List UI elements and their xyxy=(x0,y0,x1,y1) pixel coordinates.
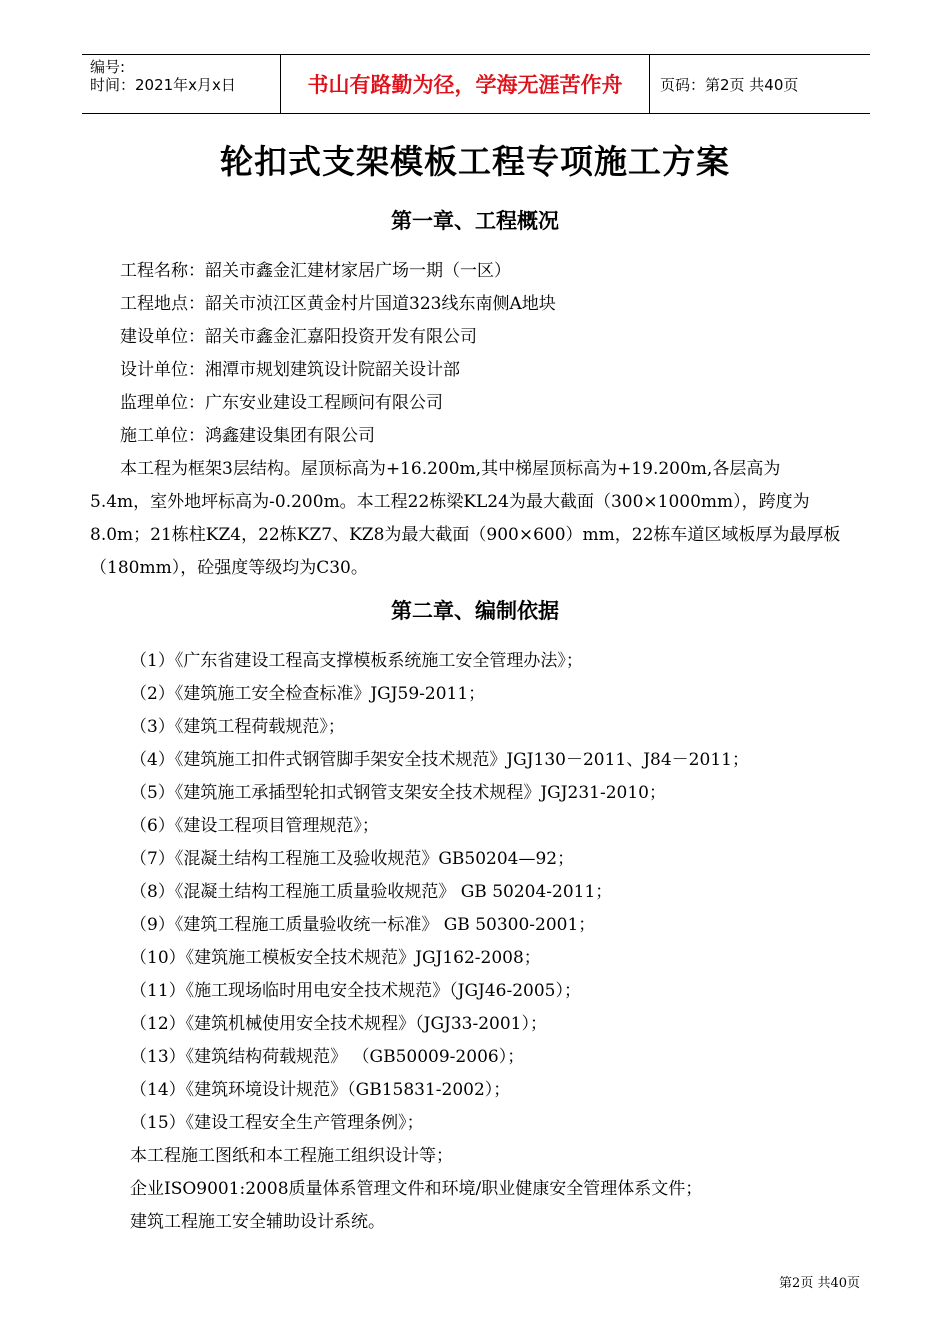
number-label: 编号: xyxy=(90,58,126,76)
basis-item-11: （11）《施工现场临时用电安全技术规范》（JGJ46-2005）； xyxy=(130,981,581,1001)
chapter2-heading: 第二章、编制依据 xyxy=(391,599,559,623)
header-page-info: 页码：第2页 共40页 xyxy=(660,75,799,94)
page-footer: 第2页 共40页 xyxy=(779,1276,860,1291)
basis-item-5: （5）《建筑施工承插型轮扣式钢管支架安全技术规程》JGJ231-2010； xyxy=(130,783,666,803)
basis-extra-2: 企业ISO9001:2008质量体系管理文件和环境/职业健康安全管理体系文件； xyxy=(130,1179,703,1199)
supervisor-field: 监理单位：广东安业建设工程顾问有限公司 xyxy=(120,393,443,413)
chapter1-heading: 第一章、工程概况 xyxy=(391,209,559,233)
contractor-field: 施工单位：鸿鑫建设集团有限公司 xyxy=(120,426,375,446)
basis-item-10: （10）《建筑施工模板安全技术规范》JGJ162-2008； xyxy=(130,948,541,968)
basis-item-7: （7）《混凝土结构工程施工及验收规范》GB50204—92； xyxy=(130,849,575,869)
header-left xyxy=(82,55,280,113)
owner-field: 建设单位：韶关市鑫金汇嘉阳投资开发有限公司 xyxy=(120,327,477,347)
overview-line-1: 本工程为框架3层结构。屋顶标高为+16.200m,其中梯屋顶标高为+19.200m,各层高为 xyxy=(120,459,781,479)
basis-item-6: （6）《建设工程项目管理规范》； xyxy=(130,816,379,836)
project-location-field: 工程地点：韶关市浈江区黄金村片国道323线东南侧A地块 xyxy=(120,294,556,314)
page-header xyxy=(82,54,870,114)
basis-extra-3: 建筑工程施工安全辅助设计系统。 xyxy=(130,1212,385,1232)
overview-line-4: （180mm），砼强度等级均为C30。 xyxy=(90,558,368,578)
document-title: 轮扣式支架模板工程专项施工方案 xyxy=(220,142,730,181)
time-label: 时间：2021年x月x日 xyxy=(90,76,236,94)
project-name-field: 工程名称：韶关市鑫金汇建材家居广场一期（一区） xyxy=(120,261,511,281)
basis-item-3: （3）《建筑工程荷载规范》； xyxy=(130,717,345,737)
basis-item-9: （9）《建筑工程施工质量验收统一标准》 GB 50300-2001； xyxy=(130,915,596,935)
basis-item-1: （1）《广东省建设工程高支撑模板系统施工安全管理办法》； xyxy=(130,651,583,671)
overview-line-2: 5.4m，室外地坪标高为-0.200m。本工程22栋梁KL24为最大截面（300×1000mm），跨度为 xyxy=(90,492,810,512)
basis-item-2: （2）《建筑施工安全检查标准》JGJ59-2011； xyxy=(130,684,486,704)
header-motto: 书山有路勤为径，学海无涯苦作舟 xyxy=(280,55,650,113)
basis-item-8: （8）《混凝土结构工程施工质量验收规范》 GB 50204-2011； xyxy=(130,882,613,902)
basis-item-14: （14）《建筑环境设计规范》（GB15831-2002）； xyxy=(130,1080,511,1100)
overview-line-3: 8.0m；21栋柱KZ4，22栋KZ7、KZ8为最大截面（900×600）mm，22栋车道区域板厚为最厚板 xyxy=(90,525,841,545)
designer-field: 设计单位：湘潭市规划建筑设计院韶关设计部 xyxy=(120,360,460,380)
basis-item-4: （4）《建筑施工扣件式钢管脚手架安全技术规范》JGJ130－2011、J84－2011； xyxy=(130,750,749,770)
basis-item-13: （13）《建筑结构荷载规范》 （GB50009-2006）； xyxy=(130,1047,525,1067)
basis-item-15: （15）《建设工程安全生产管理条例》； xyxy=(130,1113,424,1133)
basis-extra-1: 本工程施工图纸和本工程施工组织设计等； xyxy=(130,1146,453,1166)
basis-item-12: （12）《建筑机械使用安全技术规程》（JGJ33-2001）； xyxy=(130,1014,547,1034)
